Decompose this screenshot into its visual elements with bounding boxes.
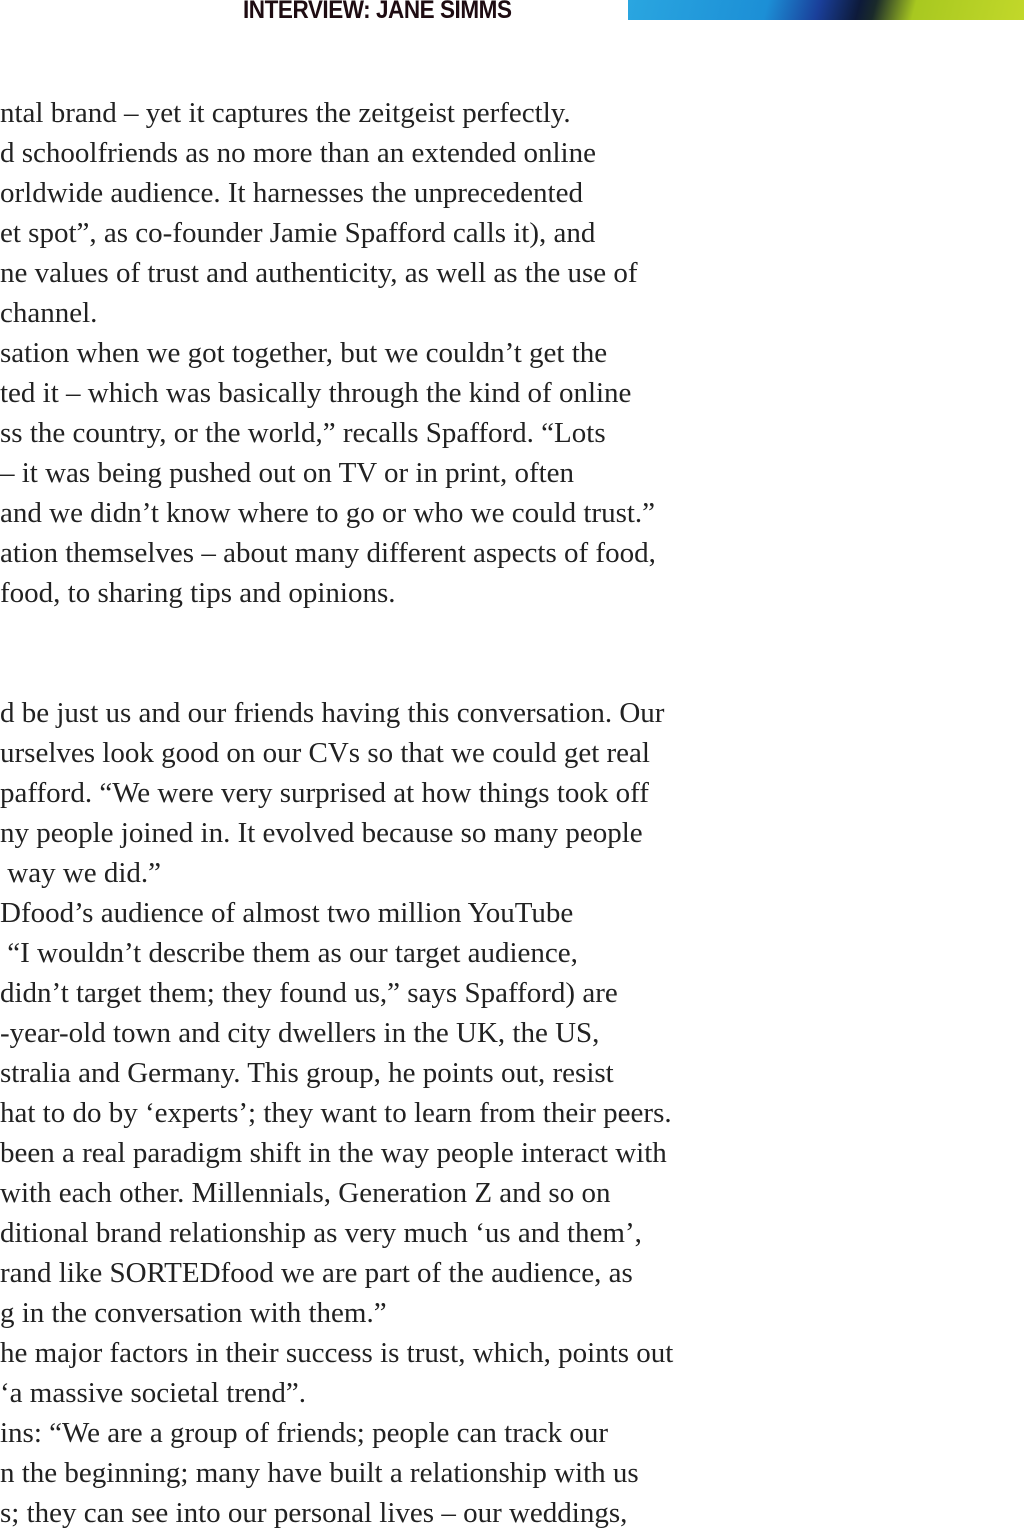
article-line: urselves look good on our CVs so that we could get real [0, 737, 650, 769]
article-line: been a real paradigm shift in the way people interact with [0, 1137, 667, 1169]
article-line: and we didn’t know where to go or who we could trust.” [0, 497, 656, 529]
article-line: ‘a massive societal trend”. [0, 1377, 306, 1409]
article-line: food, to sharing tips and opinions. [0, 577, 396, 609]
section-header: INTERVIEW: JANE SIMMS [243, 0, 512, 24]
article-line: way we did.” [0, 857, 162, 889]
article-line: orldwide audience. It harnesses the unprecedented [0, 177, 583, 209]
article-line: d be just us and our friends having this conversation. Our [0, 697, 665, 729]
article-line: Dfood’s audience of almost two million YouTube [0, 897, 574, 929]
article-line [0, 653, 673, 693]
article-line [0, 613, 673, 653]
article-line: ss the country, or the world,” recalls Spafford. “Lots [0, 417, 606, 449]
article-line: ne values of trust and authenticity, as well as the use of [0, 257, 638, 289]
article-line: stralia and Germany. This group, he points out, resist [0, 1057, 614, 1089]
header-photo [628, 0, 1024, 20]
article-line: he major factors in their success is trust, which, points out [0, 1337, 674, 1369]
article-line: et spot”, as co-founder Jamie Spafford calls it), and [0, 217, 596, 249]
article-line: -year-old town and city dwellers in the UK, the US, [0, 1017, 600, 1049]
article-line: ditional brand relationship as very much ‘us and them’, [0, 1217, 642, 1249]
article-line: ins: “We are a group of friends; people can track our [0, 1417, 609, 1449]
article-line: ny people joined in. It evolved because so many people [0, 817, 643, 849]
article-line: channel. [0, 297, 98, 329]
article-line: s; they can see into our personal lives – our weddings, [0, 1497, 628, 1529]
article-line: ation themselves – about many different aspects of food, [0, 537, 656, 569]
article-line: ntal brand – yet it captures the zeitgeist perfectly. [0, 97, 571, 129]
article-line: rand like SORTEDfood we are part of the audience, as [0, 1257, 633, 1289]
article-line: “I wouldn’t describe them as our target audience, [0, 937, 578, 969]
article-line: sation when we got together, but we couldn’t get the [0, 337, 608, 369]
article-line: hat to do by ‘experts’; they want to learn from their peers. [0, 1097, 672, 1129]
article-line: ted it – which was basically through the kind of online [0, 377, 632, 409]
article-body [0, 93, 673, 1533]
article-line: n the beginning; many have built a relationship with us [0, 1457, 639, 1489]
article-line: d schoolfriends as no more than an extended online [0, 137, 596, 169]
article-line: g in the conversation with them.” [0, 1297, 387, 1329]
article-line: – it was being pushed out on TV or in print, often [0, 457, 575, 489]
article-line: didn’t target them; they found us,” says Spafford) are [0, 977, 618, 1009]
article-line: pafford. “We were very surprised at how things took off [0, 777, 649, 809]
article-line: with each other. Millennials, Generation Z and so on [0, 1177, 611, 1209]
